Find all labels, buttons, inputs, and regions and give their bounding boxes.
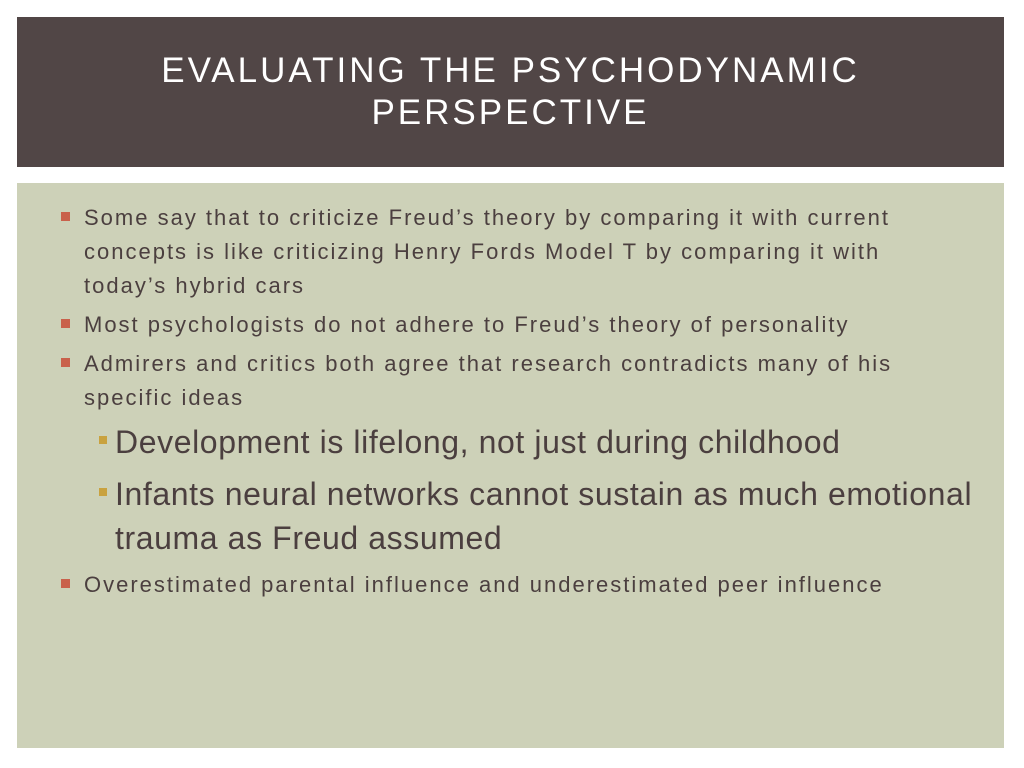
- slide-title: EVALUATING THE PSYCHODYNAMIC PERSPECTIVE: [161, 51, 860, 132]
- bullet-text: Admirers and critics both agree that research contradicts many of his specific ideas: [84, 351, 893, 410]
- bullet-text: Overestimated parental influence and underestimated peer influence: [84, 572, 884, 597]
- square-bullet-icon: [61, 579, 70, 588]
- bullet-item: [17, 201, 1004, 303]
- bullet-item: [17, 568, 1004, 602]
- bullet-item: [17, 347, 1004, 415]
- sub-bullet-text: Infants neural networks cannot sustain as much emotional trauma as Freud assumed: [115, 476, 973, 556]
- square-bullet-icon: [99, 488, 107, 496]
- sub-bullet-item: [17, 472, 1004, 560]
- square-bullet-icon: [99, 436, 107, 444]
- square-bullet-icon: [61, 212, 70, 221]
- content-panel: [17, 183, 1004, 748]
- sub-bullet-text: Development is lifelong, not just during childhood: [115, 424, 841, 460]
- square-bullet-icon: [61, 319, 70, 328]
- bullet-text: Some say that to criticize Freud’s theory by comparing it with current concepts is like criticizing Henry Fords Model T by comparing it with today’s hybrid cars: [84, 205, 890, 298]
- bullet-list: [17, 201, 1004, 607]
- square-bullet-icon: [61, 358, 70, 367]
- bullet-text: Most psychologists do not adhere to Freud’s theory of personality: [84, 312, 850, 337]
- title-bar: [17, 17, 1004, 167]
- sub-bullet-item: [17, 420, 1004, 464]
- bullet-item: [17, 308, 1004, 342]
